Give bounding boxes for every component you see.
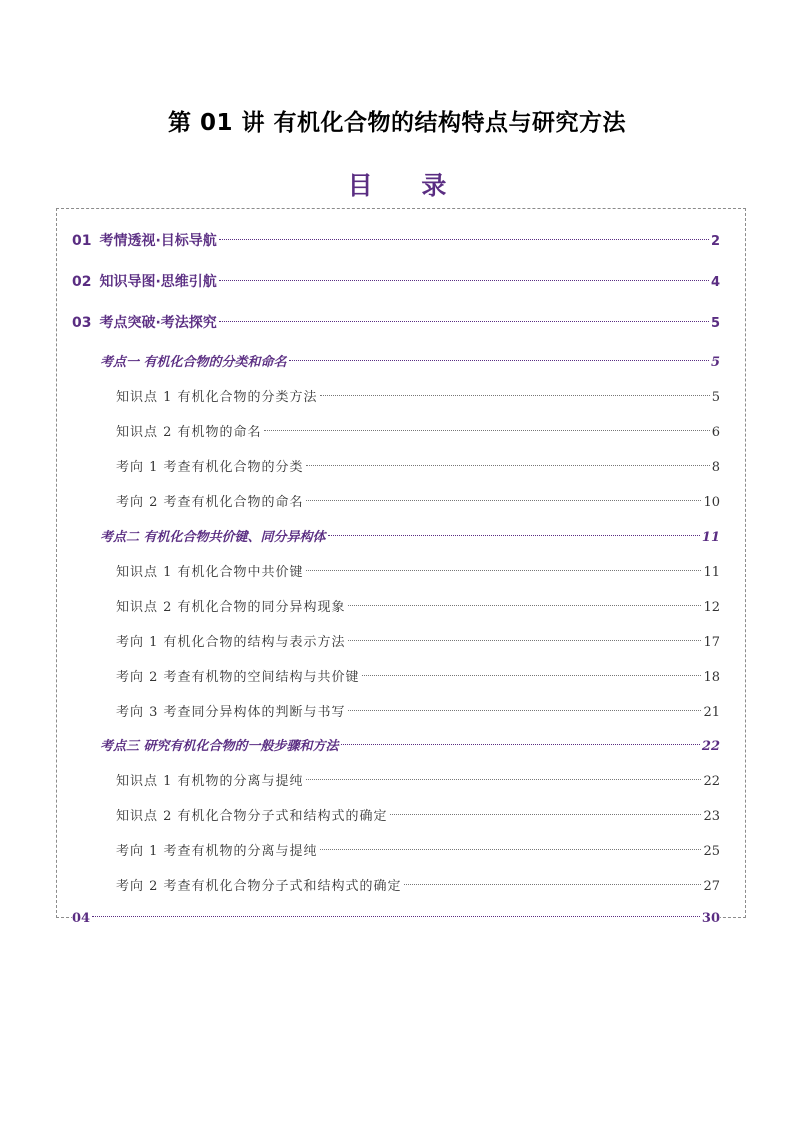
toc-page-number: 17: [703, 635, 720, 650]
toc-leader-dots: [362, 675, 702, 676]
toc-leader-dots: [219, 239, 709, 240]
toc-leader-dots: [328, 535, 700, 536]
toc-entry[interactable]: [116, 457, 720, 479]
toc-page-number: 22: [703, 774, 720, 789]
toc-page-number: 5: [710, 355, 720, 370]
toc-page-number: 18: [703, 670, 720, 685]
toc-entry-kaodian-1[interactable]: [100, 352, 720, 374]
toc-section-label: 考点突破·考法探究: [99, 315, 217, 331]
toc-entry-label: 知识点 2 有机化合物分子式和结构式的确定: [116, 809, 388, 824]
toc-page-number: 4: [710, 275, 720, 290]
toc-leader-dots: [306, 779, 702, 780]
toc-section-03[interactable]: [72, 312, 720, 334]
document-title: 第 01 讲 有机化合物的结构特点与研究方法: [167, 110, 627, 136]
toc-section-label: 考情透视·目标导航: [99, 233, 217, 249]
toc-entry[interactable]: [116, 771, 720, 793]
toc-page-number: 11: [701, 530, 720, 545]
toc-entry-label: 考点一 有机化合物的分类和命名: [100, 355, 287, 370]
toc-entry-label: 考点二 有机化合物共价键、同分异构体: [100, 530, 326, 545]
toc-section-01[interactable]: [72, 230, 720, 252]
toc-entry-label: 知识点 1 有机化合物的分类方法: [116, 390, 318, 405]
toc-entry[interactable]: [116, 597, 720, 619]
toc-leader-dots: [320, 395, 710, 396]
toc-section-label: 知识导图·思维引航: [99, 274, 217, 290]
toc-section-02[interactable]: [72, 271, 720, 293]
toc-entry[interactable]: [116, 667, 720, 689]
toc-entry-label: 知识点 1 有机化合物中共价键: [116, 565, 304, 580]
toc-leader-dots: [320, 849, 702, 850]
toc-page-number: 8: [711, 460, 720, 475]
toc-page-number: 5: [711, 390, 720, 405]
toc-entry[interactable]: [116, 562, 720, 584]
toc-section-number: 04: [72, 911, 91, 926]
toc-page-number: 22: [701, 739, 720, 754]
toc-entry-label: 知识点 1 有机物的分离与提纯: [116, 774, 304, 789]
toc-entry-kaodian-2[interactable]: [100, 527, 720, 549]
toc-entry[interactable]: [116, 841, 720, 863]
toc-entry-label: 考向 1 考查有机物的分离与提纯: [116, 844, 318, 859]
toc-entry[interactable]: [116, 632, 720, 654]
toc-entry-label: 考向 1 考查有机化合物的分类: [116, 460, 304, 475]
toc-page-number: 10: [703, 495, 720, 510]
toc-entry[interactable]: [116, 702, 720, 724]
toc-section-number: 02: [72, 274, 92, 290]
toc-page-number: 25: [703, 844, 720, 859]
toc-entry-label: 考向 2 考查有机化合物的命名: [116, 495, 304, 510]
toc-entry[interactable]: [116, 492, 720, 514]
toc-entry[interactable]: [116, 806, 720, 828]
toc-leader-dots: [306, 465, 710, 466]
toc-leader-dots: [306, 570, 702, 571]
toc-entry-label: 知识点 2 有机化合物的同分异构现象: [116, 600, 346, 615]
toc-page-number: 11: [703, 565, 720, 580]
toc-leader-dots: [390, 814, 702, 815]
toc-entry-label: 考向 3 考查同分异构体的判断与书写: [116, 705, 346, 720]
toc-leader-dots: [306, 500, 702, 501]
toc-page-number: 6: [711, 425, 720, 440]
toc-leader-dots: [341, 744, 700, 745]
toc-page-number: 2: [710, 234, 720, 249]
toc-section-04[interactable]: [72, 908, 720, 930]
toc-section-number: 03: [72, 315, 92, 331]
toc-entry[interactable]: [116, 387, 720, 409]
toc-leader-dots: [219, 321, 709, 322]
toc-leader-dots: [219, 280, 709, 281]
toc-entry-label: 知识点 2 有机物的命名: [116, 425, 262, 440]
toc-entry-label: 考向 2 考查有机物的空间结构与共价键: [116, 670, 360, 685]
toc-entry[interactable]: [116, 422, 720, 444]
toc-entry-label: 考向 2 考查有机化合物分子式和结构式的确定: [116, 879, 402, 894]
toc-entry[interactable]: [116, 876, 720, 898]
toc-page-number: 12: [703, 600, 720, 615]
toc-entry-label: 考向 1 有机化合物的结构与表示方法: [116, 635, 346, 650]
toc-page-number: 5: [710, 316, 720, 331]
toc-leader-dots: [289, 360, 709, 361]
toc-entry-label: 考点三 研究有机化合物的一般步骤和方法: [100, 739, 339, 754]
toc-leader-dots: [264, 430, 710, 431]
toc-leader-dots: [348, 605, 702, 606]
toc-page-number: 27: [703, 879, 720, 894]
toc-leader-dots: [348, 640, 702, 641]
toc-leader-dots: [404, 884, 702, 885]
toc-entry-kaodian-3[interactable]: [100, 736, 720, 758]
toc-section-number: 01: [72, 233, 92, 249]
toc-heading: 目 录: [347, 171, 467, 200]
toc-page-number: 23: [703, 809, 720, 824]
toc-leader-dots: [348, 710, 702, 711]
toc-page-number: 30: [701, 911, 720, 926]
toc-page-number: 21: [703, 705, 720, 720]
toc-leader-dots: [92, 916, 700, 917]
